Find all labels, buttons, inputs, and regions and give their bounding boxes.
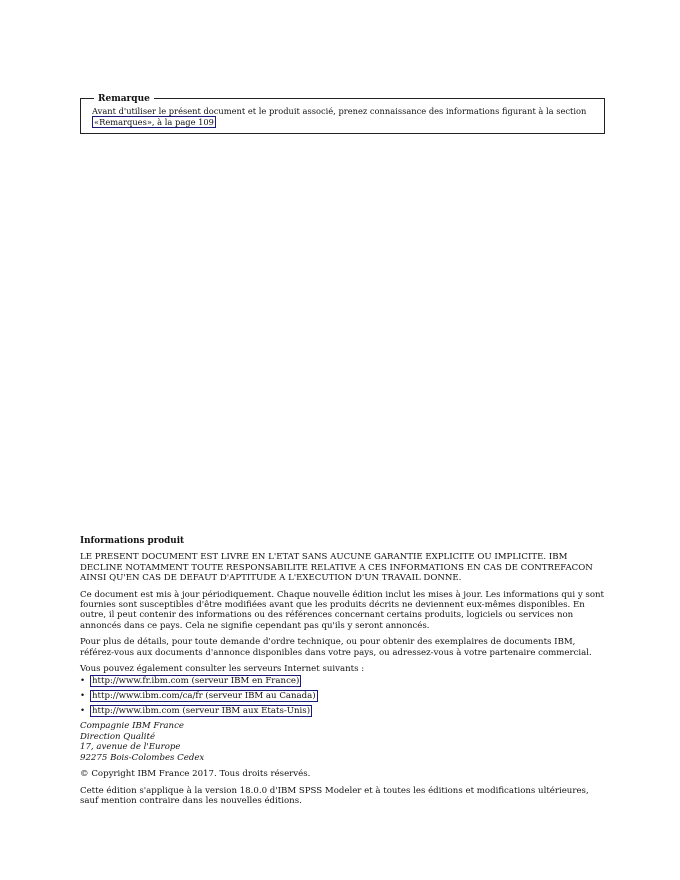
contact-paragraph: Pour plus de détails, pour toute demande d'ordre technique, ou pour obtenir des exemplaires de documents IBM, référez-vous aux documents d'annonce disponibles dans votre pays, ou adressez-vous à votre partenaire commercial. (80, 637, 592, 658)
address-line: 17, avenue de l'Europe (80, 742, 181, 753)
address-line: Compagnie IBM France (80, 721, 184, 732)
disclaimer-paragraph: LE PRESENT DOCUMENT EST LIVRE EN L'ETAT SANS AUCUNE GARANTIE EXPLICITE OU IMPLICITE. IBM DECLINE NOTAMMENT TOUTE RESPONSABILITE RELATIVE A CES INFORMATIONS EN CAS DE CONTREFACON AINSI QU'EN CAS DE DEFAUT D'APTITUDE A L'EXECUTION D'UN TRAVAIL DONNE. (80, 552, 593, 584)
address-line: Direction Qualité (80, 731, 156, 742)
remarque-title: Remarque (94, 94, 154, 104)
list-item (80, 676, 608, 687)
address-block (80, 721, 608, 763)
remarque-box (80, 94, 605, 134)
copyright-text: © Copyright IBM France 2017. Tous droits réservés. (80, 769, 311, 780)
servers-intro: Vous pouvez également consulter les serveurs Internet suivants : (80, 664, 365, 675)
edition-text: Cette édition s'applique à la version 18.0.0 d'IBM SPSS Modeler et à toutes les éditions et modifications ultérieures, sauf mention contraire dans les nouvelles éditions. (80, 785, 589, 806)
list-item (80, 691, 608, 702)
remarque-body: Avant d'utiliser le présent document et le produit associé, prenez connaissance des informations figurant à la section (92, 106, 587, 116)
product-info-heading: Informations produit (80, 536, 185, 546)
server-link-usa[interactable]: http://www.ibm.com (serveur IBM aux Etats-Unis) (92, 706, 311, 717)
product-info-section (80, 536, 608, 812)
list-item (80, 706, 608, 717)
server-link-canada[interactable]: http://www.ibm.com/ca/fr (serveur IBM au Canada) (92, 691, 316, 702)
address-line: 92275 Bois-Colombes Cedex (80, 752, 205, 763)
server-list (80, 676, 608, 717)
server-link-france[interactable]: http://www.fr.ibm.com (serveur IBM en France) (92, 676, 300, 687)
remarque-text (92, 106, 596, 128)
updates-paragraph: Ce document est mis à jour périodiquement. Chaque nouvelle édition inclut les mises à jour. Les informations qui y sont fournies sont susceptibles d'être modifiées avant que les produits décrits ne deviennent eux-mêmes disponibles. En outre, il peut contenir des informations ou des références concernant certains produits, logiciels ou services non annoncés dans ce pays. Cela ne signifie cependant pas qu'ils y seront annoncés. (80, 589, 605, 631)
remarques-link[interactable]: «Remarques», à la page 109 (94, 117, 214, 127)
